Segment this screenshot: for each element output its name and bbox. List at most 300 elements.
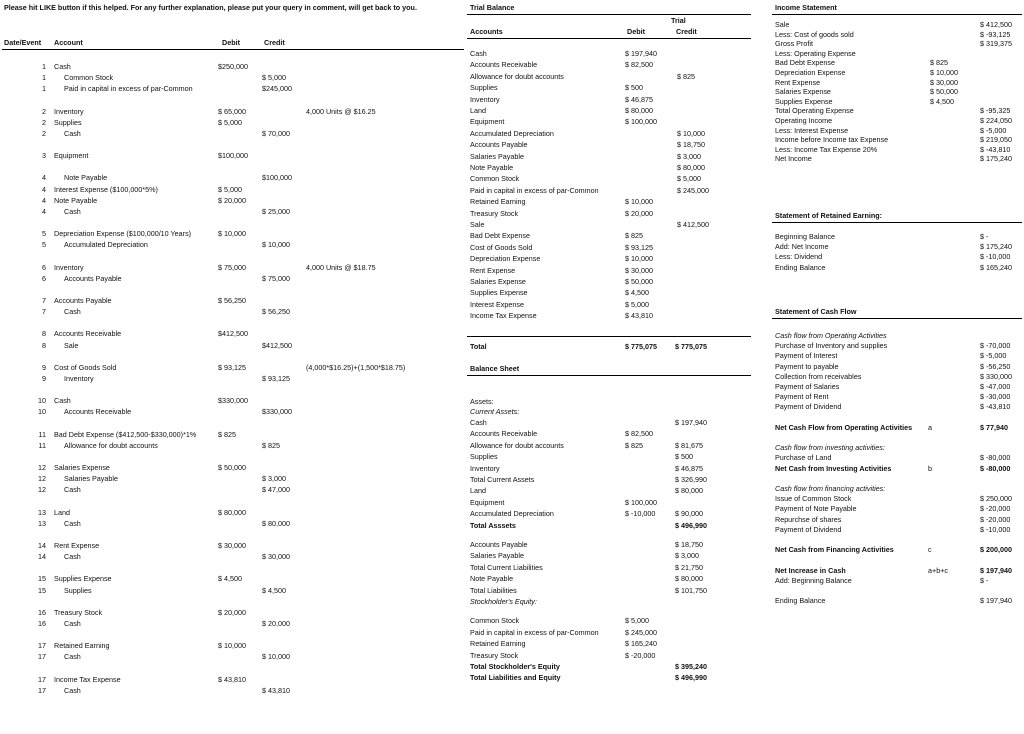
trial-debit: $ 20,000 <box>625 208 653 218</box>
cash-flow-label: Add: Beginning Balance <box>775 575 852 585</box>
journal-account: Cash <box>64 129 81 138</box>
journal-account: Inventory <box>54 262 84 272</box>
journal-credit: $ 56,250 <box>262 307 290 317</box>
balance-sheet-col1: $ 5,000 <box>625 616 649 626</box>
income-col1: $ 50,000 <box>930 87 958 97</box>
retained-value: $ 165,240 <box>980 262 1012 272</box>
journal-account: Cash <box>64 485 81 495</box>
balance-sheet-col1: $ 825 <box>625 440 643 450</box>
balance-sheet-col1: $ -20,000 <box>625 650 656 660</box>
income-label: Rent Expense <box>775 77 821 87</box>
journal-date: 15 <box>38 585 46 595</box>
journal-account: Supplies Expense <box>54 574 112 584</box>
trial-account: Salaries Payable <box>470 151 524 161</box>
journal-date: 6 <box>42 273 46 283</box>
journal-debit: $330,000 <box>218 396 248 406</box>
trial-account: Cost of Goods Sold <box>470 242 533 252</box>
journal-date: 2 <box>42 117 46 127</box>
journal-account: Accounts Payable <box>54 296 112 305</box>
trial-account: Interest Expense <box>470 299 524 309</box>
journal-account: Paid in capital in excess of par-Common <box>64 84 193 94</box>
trial-credit: $ 412,500 <box>677 220 709 229</box>
cash-flow-label: Net Increase in Cash <box>775 565 846 575</box>
journal-date: 16 <box>38 619 46 628</box>
retained-label: Beginning Balance <box>775 232 835 241</box>
balance-sheet-col2: $ 496,990 <box>675 520 707 530</box>
trial-account: Accounts Receivable <box>470 60 538 70</box>
income-col2: $ -95,325 <box>980 106 1011 116</box>
balance-sheet-col2: $ 80,000 <box>675 574 703 584</box>
income-label: Gross Profit <box>775 39 813 49</box>
cash-flow-value: $ -47,000 <box>980 382 1011 391</box>
balance-sheet-label: Accounts Receivable <box>470 429 538 439</box>
journal-account: Common Stock <box>64 73 114 83</box>
trial-total-debit: $ 775,075 <box>625 342 657 351</box>
cash-flow-value: $ -56,250 <box>980 361 1011 371</box>
cash-flow-label: Net Cash from Investing Activities <box>775 463 892 473</box>
journal-credit: $100,000 <box>262 173 292 183</box>
cash-flow-value: $ 197,940 <box>980 565 1012 575</box>
cash-flow-value: $ -80,000 <box>980 463 1011 473</box>
journal-credit: $ 10,000 <box>262 652 290 662</box>
trial-debit: $ 5,000 <box>625 299 649 309</box>
journal-debit: $ 75,000 <box>218 262 246 272</box>
journal-debit: $ 10,000 <box>218 641 246 651</box>
income-col2: $ 219,050 <box>980 135 1012 145</box>
journal-date: 17 <box>38 652 46 662</box>
balance-sheet-col2: $ 81,675 <box>675 440 703 450</box>
cash-flow-label: Payment of Dividend <box>775 524 842 534</box>
journal-account: Accounts Receivable <box>54 329 122 339</box>
trial-account: Accounts Payable <box>470 140 528 150</box>
journal-debit: $ 10,000 <box>218 229 246 239</box>
income-col2: $ -43,810 <box>980 144 1011 154</box>
trial-account: Inventory <box>470 94 500 104</box>
trial-header-debit: Debit <box>627 27 645 36</box>
journal-account: Accumulated Depreciation <box>64 240 148 250</box>
journal-credit: $412,500 <box>262 340 292 350</box>
trial-debit: $ 82,500 <box>625 60 653 70</box>
journal-account: Equipment <box>54 151 89 161</box>
balance-sheet-label: Allowance for doubt accounts <box>470 440 564 450</box>
cash-flow-value: $ -20,000 <box>980 504 1011 514</box>
journal-account: Supplies <box>64 585 92 595</box>
cash-flow-value: $ -10,000 <box>980 524 1011 534</box>
cash-flow-label: Payment of Rent <box>775 392 829 402</box>
balance-sheet-label: Cash <box>470 418 487 427</box>
journal-account: Allowance for doubt accounts <box>64 440 158 450</box>
journal-date: 17 <box>38 685 46 695</box>
journal-debit: $250,000 <box>218 62 248 71</box>
balance-sheet-rule <box>467 375 751 376</box>
journal-date: 16 <box>38 607 46 617</box>
journal-account: Treasury Stock <box>54 607 103 617</box>
journal-note: 4,000 Units @ $16.25 <box>306 106 376 116</box>
trial-account: Supplies <box>470 83 498 93</box>
trial-account: Rent Expense <box>470 265 516 275</box>
trial-credit: $ 3,000 <box>677 151 701 161</box>
journal-debit: $ 825 <box>218 429 236 439</box>
journal-date: 5 <box>42 229 46 239</box>
income-statement-rule <box>772 14 1022 15</box>
journal-account: Interest Expense ($100,000*5%) <box>54 184 158 194</box>
journal-date: 4 <box>42 195 46 205</box>
journal-date: 9 <box>42 362 46 372</box>
journal-debit: $ 20,000 <box>218 607 246 617</box>
trial-account: Salaries Expense <box>470 277 526 286</box>
income-label: Less: Operating Expense <box>775 48 856 58</box>
balance-sheet-label: Total Current Assets <box>470 475 535 484</box>
retained-value: $ -10,000 <box>980 252 1011 262</box>
cash-flow-label: Purchase of Land <box>775 453 832 463</box>
cash-flow-value: $ 197,940 <box>980 596 1012 606</box>
balance-sheet-label: Total Current Liabilities <box>470 562 543 572</box>
journal-credit: $ 30,000 <box>262 552 290 562</box>
balance-sheet-label: Note Payable <box>470 574 514 584</box>
trial-debit: $ 825 <box>625 231 643 241</box>
journal-date: 2 <box>42 129 46 138</box>
trial-total-label: Total <box>470 342 487 351</box>
trial-credit: $ 825 <box>677 71 695 81</box>
balance-sheet-col1: $ 245,000 <box>625 627 657 637</box>
cash-flow-ref: a <box>928 422 932 432</box>
cash-flow-ref: a+b+c <box>928 565 948 575</box>
trial-account: Bad Debt Expense <box>470 231 530 241</box>
balance-sheet-title: Balance Sheet <box>470 364 520 373</box>
journal-account: Salaries Payable <box>64 474 118 484</box>
cash-flow-label: Payment to payable <box>775 361 839 371</box>
trial-debit: $ 500 <box>625 83 643 93</box>
journal-date: 13 <box>38 507 46 517</box>
journal-debit: $412,500 <box>218 329 248 339</box>
trial-account: Equipment <box>470 117 505 127</box>
journal-date: 4 <box>42 184 46 194</box>
cash-flow-value: $ 250,000 <box>980 494 1012 504</box>
journal-credit: $ 5,000 <box>262 73 286 83</box>
journal-account: Note Payable <box>64 173 108 183</box>
cash-flow-label: Issue of Common Stock <box>775 494 852 504</box>
journal-account: Cash <box>54 62 71 71</box>
journal-date: 1 <box>42 84 46 94</box>
trial-account: Treasury Stock <box>470 208 519 218</box>
trial-balance-rule <box>467 14 751 15</box>
journal-account: Cash <box>64 619 81 628</box>
balance-sheet-label: Inventory <box>470 463 500 473</box>
balance-sheet-label: Equipment <box>470 497 505 507</box>
journal-credit: $ 3,000 <box>262 474 286 484</box>
journal-account: Accounts Payable <box>64 273 122 283</box>
trial-header-credit: Credit <box>676 27 697 36</box>
trial-account: Depreciation Expense <box>470 254 541 264</box>
journal-date: 14 <box>38 541 46 550</box>
journal-date: 9 <box>42 374 46 383</box>
balance-sheet-label: Total Asssets <box>470 520 516 530</box>
journal-account: Cost of Goods Sold <box>54 362 117 372</box>
journal-date: 1 <box>42 73 46 83</box>
journal-account: Supplies <box>54 117 82 127</box>
income-col1: $ 825 <box>930 58 948 68</box>
balance-sheet-label: Total Stockholder's Equity <box>470 662 560 671</box>
balance-sheet-col2: $ 80,000 <box>675 486 703 496</box>
cash-flow-rule <box>772 318 1022 319</box>
journal-credit: $ 80,000 <box>262 518 290 528</box>
journal-debit: $ 30,000 <box>218 541 246 550</box>
trial-account: Accumulated Depreciation <box>470 128 554 138</box>
journal-date: 5 <box>42 240 46 250</box>
journal-date: 12 <box>38 485 46 495</box>
balance-sheet-col2: $ 3,000 <box>675 551 699 561</box>
cash-flow-label: Cash flow from investing activities: <box>775 443 885 453</box>
cash-flow-value: $ -5,000 <box>980 351 1007 361</box>
trial-credit: $ 10,000 <box>677 128 705 138</box>
journal-credit: $ 47,000 <box>262 485 290 495</box>
journal-debit: $ 20,000 <box>218 195 246 205</box>
trial-credit: $ 80,000 <box>677 163 705 172</box>
balance-sheet-label: Paid in capital in excess of par-Common <box>470 627 599 637</box>
journal-date: 10 <box>38 396 46 406</box>
journal-debit: $ 56,250 <box>218 296 246 305</box>
cash-flow-ref: b <box>928 463 932 473</box>
journal-account: Cash <box>64 518 81 528</box>
retained-value: $ - <box>980 232 989 241</box>
journal-date: 17 <box>38 641 46 651</box>
income-col2: $ 175,240 <box>980 154 1012 164</box>
current-assets-label: Current Assets: <box>470 407 520 416</box>
cash-flow-value: $ -43,810 <box>980 402 1011 412</box>
balance-sheet-col1: $ 165,240 <box>625 639 657 649</box>
income-col2: $ -5,000 <box>980 125 1007 135</box>
journal-account: Bad Debt Expense ($412,500-$330,000)*1% <box>54 429 197 439</box>
journal-header-credit: Credit <box>264 38 285 47</box>
cash-flow-label: Payment of Salaries <box>775 382 840 391</box>
cash-flow-value: $ -80,000 <box>980 453 1011 463</box>
income-label: Total Operating Expense <box>775 106 854 116</box>
trial-debit: $ 46,875 <box>625 94 653 104</box>
income-label: Salaries Expense <box>775 87 831 97</box>
journal-account: Cash <box>64 685 81 695</box>
income-col1: $ 30,000 <box>930 77 958 87</box>
journal-date: 8 <box>42 340 46 350</box>
income-label: Less: Interest Expense <box>775 125 849 135</box>
trial-account: Allowance for doubt accounts <box>470 71 564 81</box>
income-label: Operating Income <box>775 116 833 125</box>
journal-credit: $ 93,125 <box>262 374 290 383</box>
journal-account: Note Payable <box>54 195 98 205</box>
journal-account: Depreciation Expense ($100,000/10 Years) <box>54 229 192 239</box>
journal-date: 17 <box>38 674 46 684</box>
cash-flow-label: Purchase of Inventory and supplies <box>775 341 888 351</box>
trial-account: Supplies Expense <box>470 288 528 298</box>
retained-earning-title: Statement of Retained Earning: <box>775 211 883 220</box>
balance-sheet-col2: $ 326,990 <box>675 475 707 484</box>
journal-credit: $ 70,000 <box>262 129 290 138</box>
income-col2: $ -93,125 <box>980 29 1011 39</box>
trial-debit: $ 30,000 <box>625 265 653 275</box>
balance-sheet-col2: $ 18,750 <box>675 540 703 549</box>
journal-credit: $ 825 <box>262 440 280 450</box>
cash-flow-label: Repurchse of shares <box>775 514 842 524</box>
journal-date: 4 <box>42 173 46 183</box>
cash-flow-title: Statement of Cash Flow <box>775 307 857 316</box>
income-label: Bad Debt Expense <box>775 58 835 68</box>
journal-date: 2 <box>42 106 46 116</box>
journal-date: 3 <box>42 151 46 161</box>
journal-date: 15 <box>38 574 46 584</box>
cash-flow-label: Payment of Note Payable <box>775 504 857 514</box>
balance-sheet-label: Stockholder's Equity: <box>470 597 537 606</box>
journal-date: 6 <box>42 262 46 272</box>
journal-account: Cash <box>64 552 81 562</box>
journal-credit: $ 4,500 <box>262 585 286 595</box>
journal-credit: $ 25,000 <box>262 207 290 216</box>
trial-balance-title: Trial Balance <box>470 3 515 12</box>
balance-sheet-label: Salaries Payable <box>470 551 524 561</box>
journal-date: 1 <box>42 62 46 71</box>
journal-credit: $ 10,000 <box>262 240 290 250</box>
journal-debit: $ 50,000 <box>218 463 246 472</box>
trial-account: Land <box>470 106 486 115</box>
cash-flow-value: $ 77,940 <box>980 422 1008 432</box>
cash-flow-value: $ 330,000 <box>980 371 1012 381</box>
journal-date: 12 <box>38 463 46 472</box>
cash-flow-ref: c <box>928 545 932 555</box>
trial-total-credit: $ 775,075 <box>675 342 707 351</box>
income-label: Income before Income tax Expense <box>775 135 889 145</box>
balance-sheet-label: Total Liabilities <box>470 585 517 595</box>
balance-sheet-col2: $ 90,000 <box>675 509 703 519</box>
journal-account: Land <box>54 507 70 517</box>
trial-total-rule <box>467 336 751 337</box>
income-col2: $ 224,050 <box>980 116 1012 125</box>
trial-credit: $ 5,000 <box>677 174 701 184</box>
trial-header-trial: Trial <box>671 16 686 25</box>
journal-account: Retained Earning <box>54 641 110 651</box>
journal-date: 4 <box>42 207 46 216</box>
trial-account: Common Stock <box>470 174 520 184</box>
cash-flow-label: Cash flow from financing activities: <box>775 484 886 493</box>
journal-credit: $ 75,000 <box>262 273 290 283</box>
balance-sheet-col2: $ 46,875 <box>675 463 703 473</box>
income-label: Less: Income Tax Expense 20% <box>775 144 878 154</box>
retained-earning-rule <box>772 222 1022 223</box>
trial-account: Sale <box>470 220 485 229</box>
cash-flow-value: $ 200,000 <box>980 545 1012 555</box>
trial-credit: $ 18,750 <box>677 140 705 150</box>
cash-flow-label: Collection from receivables <box>775 371 862 381</box>
balance-sheet-col1: $ 82,500 <box>625 429 653 439</box>
trial-account: Income Tax Expense <box>470 311 537 321</box>
assets-label: Assets: <box>470 397 494 406</box>
balance-sheet-col1: $ 100,000 <box>625 497 657 507</box>
journal-debit: $ 93,125 <box>218 362 246 372</box>
cash-flow-label: Net Cash Flow from Operating Activities <box>775 422 913 432</box>
cash-flow-value: $ -70,000 <box>980 341 1011 351</box>
journal-debit: $ 5,000 <box>218 184 242 194</box>
journal-date: 7 <box>42 307 46 317</box>
retained-label: Less: Dividend <box>775 252 823 262</box>
journal-debit: $100,000 <box>218 151 248 161</box>
balance-sheet-col2: $ 197,940 <box>675 418 707 427</box>
journal-note: 4,000 Units @ $18.75 <box>306 262 376 272</box>
income-col1: $ 10,000 <box>930 68 958 77</box>
journal-account: Inventory <box>54 106 84 116</box>
trial-credit: $ 245,000 <box>677 185 709 195</box>
trial-debit: $ 197,940 <box>625 49 657 58</box>
journal-credit: $330,000 <box>262 407 292 417</box>
balance-sheet-col2: $ 101,750 <box>675 585 707 595</box>
trial-debit: $ 4,500 <box>625 288 649 298</box>
journal-account: Cash <box>64 307 81 317</box>
balance-sheet-col2: $ 21,750 <box>675 562 703 572</box>
trial-header-rule <box>467 38 751 39</box>
income-label: Net Income <box>775 154 812 164</box>
trial-debit: $ 10,000 <box>625 197 653 207</box>
journal-account: Income Tax Expense <box>54 674 121 684</box>
retained-value: $ 175,240 <box>980 242 1012 252</box>
trial-debit: $ 50,000 <box>625 277 653 286</box>
cash-flow-label: Net Cash from Financing Activities <box>775 545 894 555</box>
cash-flow-value: $ -20,000 <box>980 514 1011 524</box>
journal-account: Sale <box>64 340 79 350</box>
retained-label: Add: Net Income <box>775 242 829 252</box>
journal-debit: $ 5,000 <box>218 117 242 127</box>
cash-flow-label: Payment of Interest <box>775 351 838 361</box>
journal-header-date: Date/Event <box>4 38 42 47</box>
income-col2: $ 319,375 <box>980 39 1012 49</box>
income-label: Depreciation Expense <box>775 68 846 77</box>
income-label: Sale <box>775 20 790 29</box>
income-col1: $ 4,500 <box>930 96 954 106</box>
journal-date: 12 <box>38 474 46 484</box>
journal-account: Cash <box>54 396 71 406</box>
trial-debit: $ 80,000 <box>625 106 653 115</box>
journal-account: Cash <box>64 652 81 662</box>
trial-debit: $ 93,125 <box>625 242 653 252</box>
cash-flow-label: Payment of Dividend <box>775 402 842 412</box>
journal-account: Cash <box>64 207 81 216</box>
balance-sheet-label: Total Liabilities and Equity <box>470 673 561 683</box>
journal-account: Salaries Expense <box>54 463 110 472</box>
journal-credit: $245,000 <box>262 84 292 94</box>
balance-sheet-col2: $ 496,990 <box>675 673 707 683</box>
retained-label: Ending Balance <box>775 262 826 272</box>
trial-debit: $ 100,000 <box>625 117 657 127</box>
balance-sheet-label: Retained Earning <box>470 639 526 649</box>
cash-flow-value: $ -30,000 <box>980 392 1011 402</box>
balance-sheet-label: Accumulated Depreciation <box>470 509 554 519</box>
cash-flow-value: $ - <box>980 575 989 585</box>
trial-debit: $ 10,000 <box>625 254 653 264</box>
balance-sheet-label: Common Stock <box>470 616 520 626</box>
trial-account: Cash <box>470 49 487 58</box>
journal-debit: $ 4,500 <box>218 574 242 584</box>
cash-flow-label: Cash flow from Operating Activities <box>775 331 887 340</box>
balance-sheet-col1: $ -10,000 <box>625 509 656 519</box>
balance-sheet-label: Supplies <box>470 452 498 462</box>
journal-credit: $ 43,810 <box>262 685 290 695</box>
journal-debit: $ 43,810 <box>218 674 246 684</box>
journal-note: (4,000*$16.25)+(1,500*$18.75) <box>306 362 406 372</box>
income-statement-title: Income Statement <box>775 3 837 12</box>
journal-date: 10 <box>38 407 46 417</box>
balance-sheet-label: Accounts Payable <box>470 540 528 549</box>
balance-sheet-col2: $ 500 <box>675 452 693 462</box>
journal-date: 7 <box>42 296 46 305</box>
journal-date: 14 <box>38 552 46 562</box>
journal-account: Inventory <box>64 374 94 383</box>
income-col2: $ 412,500 <box>980 20 1012 29</box>
notice-text: Please hit LIKE button if this helped. For any further explanation, please put your query in comment, will get back to you. <box>4 3 417 12</box>
